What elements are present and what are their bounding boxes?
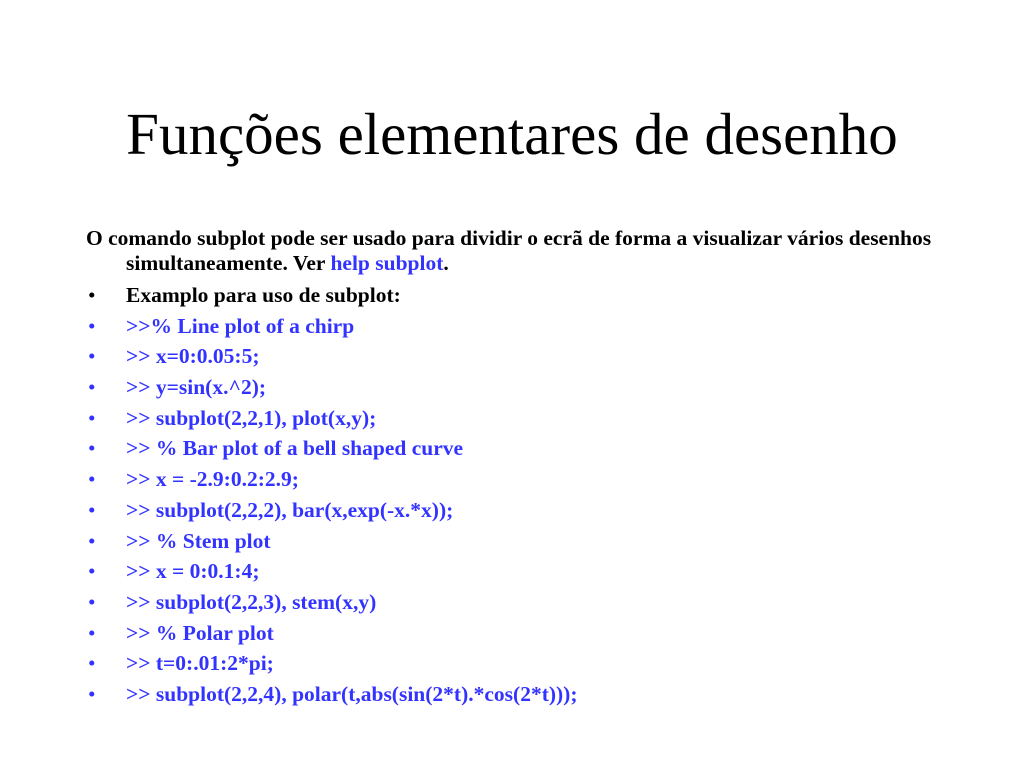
code-line-text: >> x = -2.9:0.2:2.9; xyxy=(126,467,299,492)
code-line-text: >> % Polar plot xyxy=(126,620,274,645)
bullet-dot: • xyxy=(88,528,96,553)
bullet-dot: • xyxy=(88,375,96,400)
code-line-text: >> y=sin(x.^2); xyxy=(126,375,267,400)
code-line-item xyxy=(86,526,966,557)
code-line-item xyxy=(86,433,966,464)
code-line-text: >> subplot(2,2,2), bar(x,exp(-x.*x)); xyxy=(126,497,454,522)
code-line-text: >>% Line plot of a chirp xyxy=(126,313,355,338)
code-line-item xyxy=(86,495,966,526)
bullet-dot: • xyxy=(88,436,96,461)
code-line-text: >> subplot(2,2,4), polar(t,abs(sin(2*t).*cos(2*t))); xyxy=(126,681,578,706)
bullet-dot: • xyxy=(88,344,96,369)
bullet-dot: • xyxy=(88,405,96,430)
bullet-dot: • xyxy=(88,651,96,676)
code-line-item xyxy=(86,341,966,372)
bullet-dot: • xyxy=(88,681,96,706)
code-line-text: >> x=0:0.05:5; xyxy=(126,344,260,369)
slide-body xyxy=(86,226,966,710)
code-line-item xyxy=(86,372,966,403)
code-line-item xyxy=(86,679,966,710)
bullet-list xyxy=(86,280,966,710)
code-line-item xyxy=(86,556,966,587)
code-line-item xyxy=(86,464,966,495)
code-line-text: >> x = 0:0.1:4; xyxy=(126,559,260,584)
bullet-dot: • xyxy=(88,620,96,645)
bullet-item xyxy=(86,280,966,311)
code-line-text: >> % Stem plot xyxy=(126,528,271,553)
code-line-text: >> % Bar plot of a bell shaped curve xyxy=(126,436,464,461)
code-line-item xyxy=(86,587,966,618)
code-line-item xyxy=(86,403,966,434)
code-line-item xyxy=(86,311,966,342)
bullet-dot: • xyxy=(88,497,96,522)
intro-period: . xyxy=(443,251,449,275)
bullet-text: Examplo para uso de subplot: xyxy=(126,283,401,307)
code-line-text: >> subplot(2,2,3), stem(x,y) xyxy=(126,589,377,614)
intro-text: O comando subplot pode ser usado para dividir o ecrã de forma a visualizar vários desenhos simultaneamente. Ver xyxy=(86,226,932,275)
bullet-dot: • xyxy=(88,589,96,614)
slide-title: Funções elementares de desenho xyxy=(126,101,898,167)
code-line-text: >> subplot(2,2,1), plot(x,y); xyxy=(126,405,377,430)
bullet-dot: • xyxy=(88,283,96,307)
intro-paragraph xyxy=(86,226,966,276)
bullet-dot: • xyxy=(88,559,96,584)
code-line-text: >> t=0:.01:2*pi; xyxy=(126,651,274,676)
bullet-dot: • xyxy=(88,467,96,492)
help-subplot-reference: help subplot xyxy=(330,251,444,275)
bullet-dot: • xyxy=(88,313,96,338)
code-line-item xyxy=(86,618,966,649)
code-line-item xyxy=(86,648,966,679)
